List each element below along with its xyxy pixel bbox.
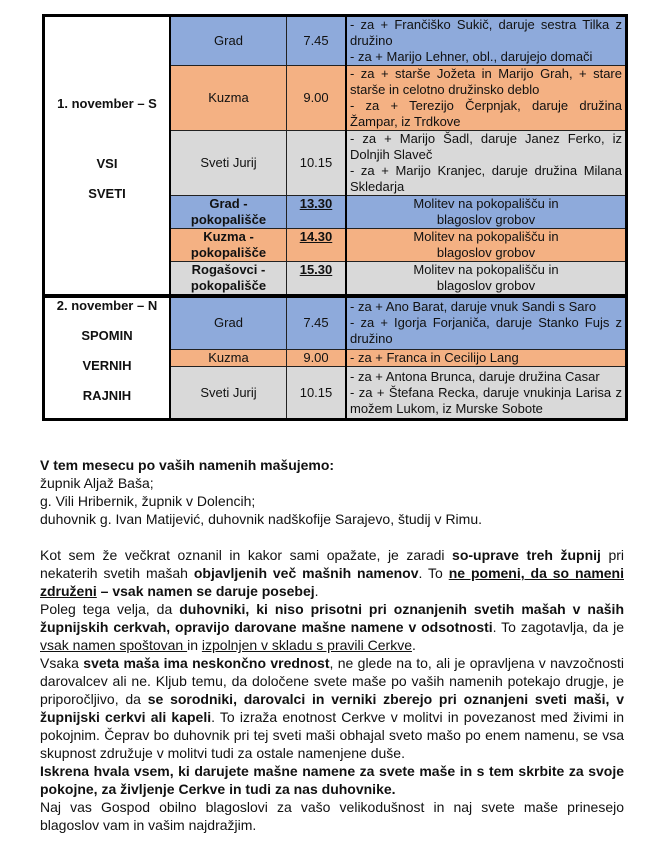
mass-intentions [346,367,627,420]
intention: - za + Marijo Kranjec, daruje družina Milana Skledarja [350,163,622,194]
intention: Molitev na pokopališču in blagoslov grobov [413,262,559,293]
church-name: Rogašovci - pokopališče [170,262,287,297]
church-name: Sveti Jurij [170,131,287,196]
day-label [44,296,171,420]
church-name: Kuzma [170,66,287,131]
mass-intentions [346,196,627,229]
priest-3: duhovnik g. Ivan Matijević, duhovnik nadškofije Sarajevo, študij v Rimu. [40,511,482,527]
church-name: Kuzma [170,349,287,367]
intention: - za + Antona Brunca, daruje družina Casar [350,368,600,384]
intention: - za + Igorja Forjaniča, daruje Stanko Fujs z družino [350,315,622,347]
priest-2: g. Vili Hribernik, župnik v Dolencih; [40,493,256,509]
announcement-text [40,456,624,834]
intention: - za + Marijo Lehner, obl., darujejo domači [350,49,593,64]
priests-heading: V tem mesecu po vaših namenih mašujemo: [40,457,335,473]
church-name: Sveti Jurij [170,367,287,420]
schedule-row [44,296,627,349]
day-date: 1. november – S [57,95,157,111]
mass-intentions [346,262,627,297]
church-name: Grad [170,16,287,66]
intention: - za + Štefana Recka, daruje vnukinja Larisa z možem Lukom, iz Murske Sobote [350,384,622,416]
mass-time: 9.00 [287,349,347,367]
mass-time: 10.15 [287,131,347,196]
mass-schedule-table [42,14,628,421]
mass-time: 10.15 [287,367,347,420]
mass-time: 13.30 [287,196,347,229]
church-name: Grad - pokopališče [170,196,287,229]
mass-intentions [346,229,627,262]
mass-intentions [346,16,627,66]
mass-intentions [346,131,627,196]
feast-name-line: SVETI [88,185,126,201]
intention: - za + Ano Barat, daruje vnuk Sandi s Saro [350,299,597,315]
feast-name-line: VERNIH [82,358,132,373]
intention: - za + starše Jožeta in Marijo Grah, + stare starše in celotno družinsko deblo [350,66,622,97]
mass-time: 15.30 [287,262,347,297]
intention: - za + Marijo Šadl, daruje Janez Ferko, iz Dolnjih Slaveč [350,131,622,162]
intention: - za + Terezijo Čerpnjak, daruje družina Žampar, iz Trdkove [350,98,622,129]
paragraph-thanks: Iskrena hvala vsem, ki darujete mašne namene za svete maše in s tem skrbite za svoje pokojne, za življenje Cerkve in tudi za nas duhovnike. [40,763,624,797]
intention: - za + Frančiško Sukič, daruje sestra Tilka z družino [350,17,622,48]
mass-time: 14.30 [287,229,347,262]
feast-name-line: RAJNIH [82,388,132,403]
intention: - za + Franca in Cecilijo Lang [350,350,519,365]
mass-intentions [346,66,627,131]
paragraph-blessing: Naj vas Gospod obilno blagoslovi za vašo velikodušnost in naj svete maše prinesejo blagoslov vam in vašim najdražjim. [40,799,624,833]
day-date: 2. november – N [56,298,158,313]
church-name: Grad [170,296,287,349]
schedule-row [44,16,627,66]
feast-name-line: VSI [96,155,118,171]
mass-intentions [346,296,627,349]
church-name: Kuzma - pokopališče [170,229,287,262]
mass-time: 7.45 [287,296,347,349]
paragraph-absent-priests: Poleg tega velja, da duhovniki, ki niso prisotni pri oznanjenih svetih mašah v naših župnijskih cerkvah, opravijo darovane mašne namene v odsotnosti. To zagotavlja, da je vsak namen spoštovan in izpolnjen v skladu s pravili Cerkve. [40,601,624,653]
mass-time: 7.45 [287,16,347,66]
mass-time: 9.00 [287,66,347,131]
paragraph-co-administration: Kot sem že večkrat oznanil in kakor sami opažate, je zaradi so-uprave treh župnij pri nekaterih svetih mašah objavljenih več mašnih namenov. To ne pomeni, da so nameni združeni – vsak namen se daruje posebej. [40,547,625,599]
intention: Molitev na pokopališču in blagoslov grobov [413,196,559,227]
paragraph-infinite-value: Vsaka sveta maša ima neskončno vrednost, ne glede na to, ali je opravljena v navzočnosti darovalcev ali ne. Kljub temu, da določene svete maše po vaših namenih potekajo drugje, je priporočljivo, da se sorodniki, darovalci in verniki zberejo pri oznanjeni sveti maši, v župnijski cerkvi ali kapeli. To izraža enotnost Cerkve v molitvi in povezanost med živimi in pokojnim. Čeprav bo duhovnik pri tej sveti maši obhajal sveto mašo po enem namenu, se vsa skupnost združuje v molitvi tudi za ostale namenjene duše. [40,655,625,761]
mass-intentions [346,349,627,367]
priest-1: župnik Aljaž Baša; [40,475,154,491]
feast-name-line: SPOMIN [81,328,133,343]
day-label [44,16,171,297]
intention: Molitev na pokopališču in blagoslov grobov [413,229,559,260]
